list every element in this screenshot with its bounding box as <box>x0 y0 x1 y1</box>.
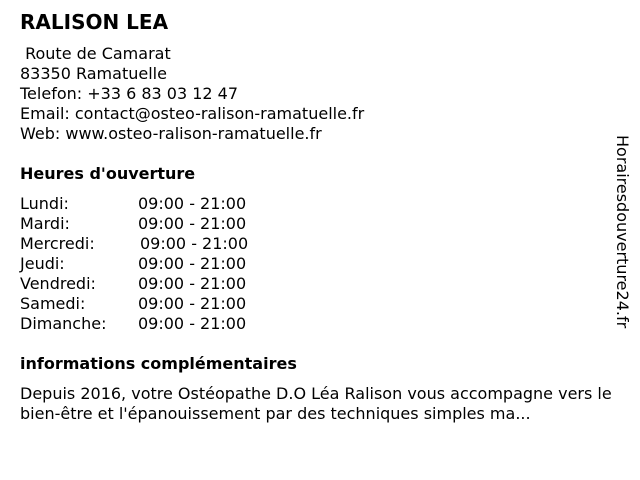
hours-row-sunday <box>20 314 280 334</box>
hours-row-wednesday <box>20 234 280 254</box>
phone-number: Telefon: +33 6 83 03 12 47 <box>20 84 239 103</box>
contact-block <box>20 44 364 144</box>
opening-hours-heading: Heures d'ouverture <box>20 164 196 183</box>
additional-info-heading: informations complémentaires <box>20 354 297 373</box>
postal-city: 83350 Ramatuelle <box>20 64 167 83</box>
time-range: 09:00 - 21:00 <box>138 274 247 293</box>
day-label: Lundi: <box>20 194 69 213</box>
time-range: 09:00 - 21:00 <box>138 314 247 333</box>
hours-row-friday <box>20 274 280 294</box>
time-range: 09:00 - 21:00 <box>138 214 247 233</box>
day-label: Mardi: <box>20 214 70 233</box>
website: Web: www.osteo-ralison-ramatuelle.fr <box>20 124 322 143</box>
time-range: 09:00 - 21:00 <box>138 194 247 213</box>
day-label: Vendredi: <box>20 274 96 293</box>
time-range: 09:00 - 21:00 <box>140 234 249 253</box>
hours-row-tuesday <box>20 214 280 234</box>
hours-row-thursday <box>20 254 280 274</box>
day-label: Dimanche: <box>20 314 107 333</box>
business-name: RALISON LEA <box>20 10 169 34</box>
time-range: 09:00 - 21:00 <box>138 254 247 273</box>
hours-row-saturday <box>20 294 280 314</box>
street-address: Route de Camarat <box>20 44 171 63</box>
day-label: Jeudi: <box>20 254 65 273</box>
opening-hours-table <box>20 194 280 334</box>
site-watermark: Horairesdouverture24.fr <box>613 135 632 329</box>
day-label: Samedi: <box>20 294 86 313</box>
description-text: Depuis 2016, votre Ostéopathe D.O Léa Ralison vous accompagne vers le bien-être et l'épanouissement par des techniques simples ma... <box>20 384 612 423</box>
email-address: Email: contact@osteo-ralison-ramatuelle.fr <box>20 104 365 123</box>
day-label: Mercredi: <box>20 234 95 253</box>
time-range: 09:00 - 21:00 <box>138 294 247 313</box>
hours-row-monday <box>20 194 280 214</box>
